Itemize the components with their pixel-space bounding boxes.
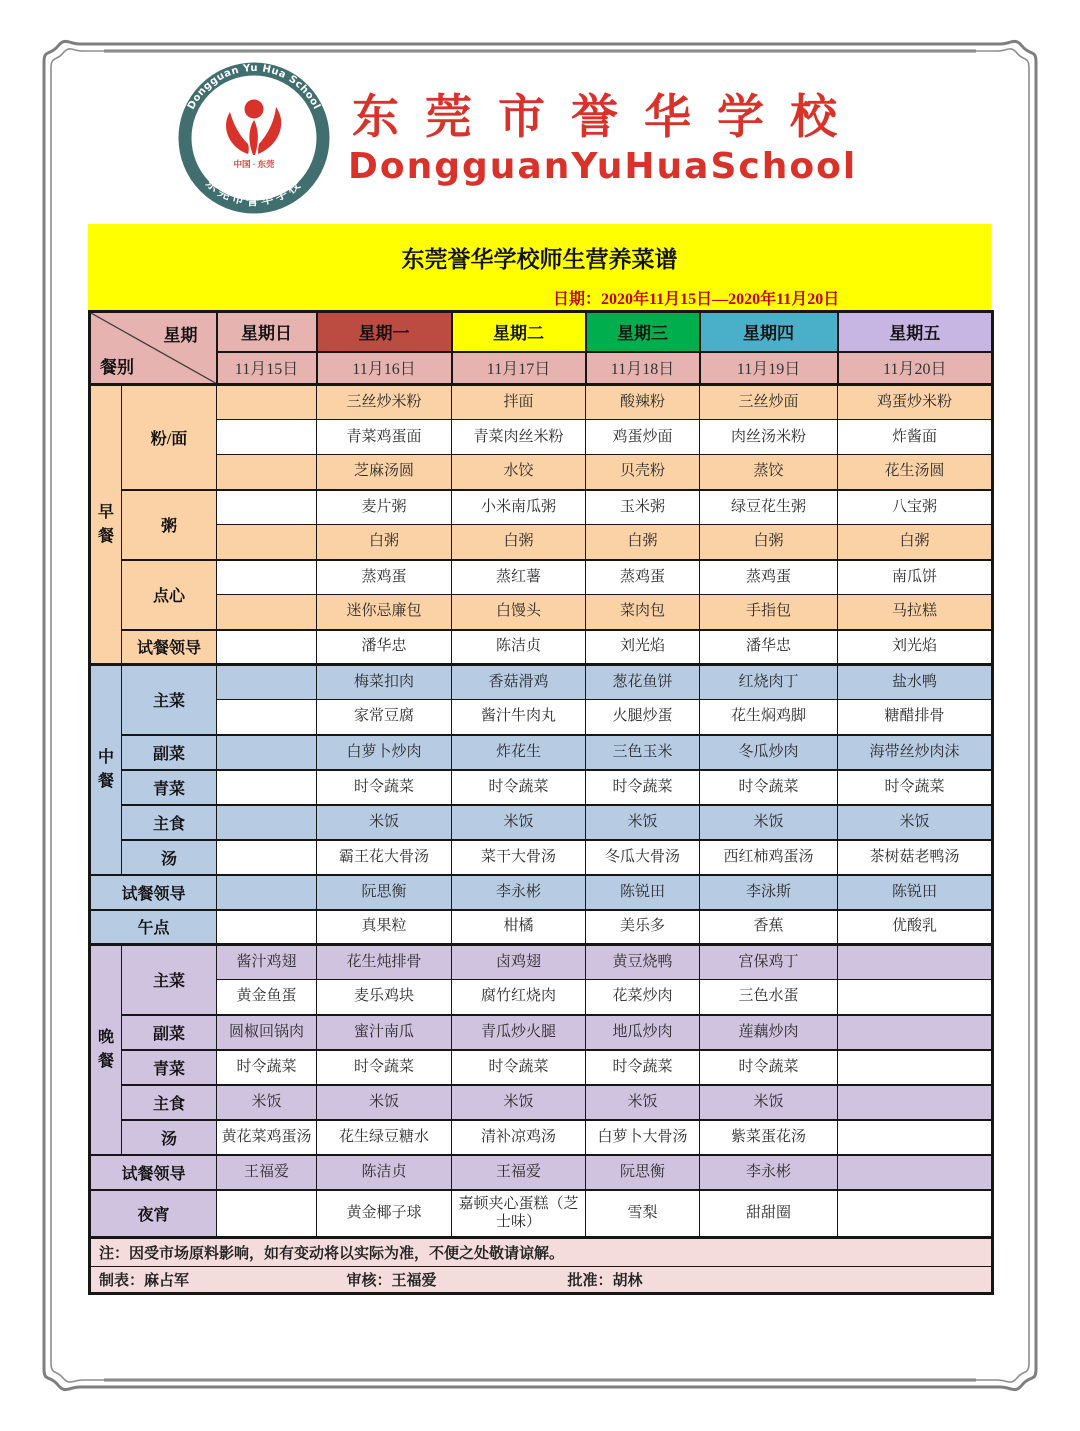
menu-cell: 鸡蛋炒面 xyxy=(586,420,700,455)
menu-cell: 家常豆腐 xyxy=(317,700,452,735)
menu-cell: 三色玉米 xyxy=(586,735,700,770)
menu-cell: 鸡蛋炒米粉 xyxy=(838,385,993,420)
menu-cell: 白萝卜大骨汤 xyxy=(586,1120,700,1155)
menu-cell xyxy=(217,665,317,700)
menu-cell: 甜甜圈 xyxy=(700,1190,838,1238)
menu-cell xyxy=(217,595,317,630)
menu-cell: 三色水蛋 xyxy=(700,980,838,1015)
category-label: 午点 xyxy=(90,910,217,945)
menu-cell: 时令蔬菜 xyxy=(838,770,993,805)
menu-cell: 青菜肉丝米粉 xyxy=(452,420,586,455)
menu-cell: 菜肉包 xyxy=(586,595,700,630)
date-cell: 11月18日 xyxy=(586,352,700,385)
menu-cell: 腐竹红烧肉 xyxy=(452,980,586,1015)
menu-cell: 香菇滑鸡 xyxy=(452,665,586,700)
menu-cell: 柑橘 xyxy=(452,910,586,945)
category-label: 主食 xyxy=(122,805,217,840)
menu-cell: 时令蔬菜 xyxy=(452,1050,586,1085)
menu-cell: 白粥 xyxy=(838,525,993,560)
menu-cell: 麦乐鸡块 xyxy=(317,980,452,1015)
category-label: 粥 xyxy=(122,490,217,560)
menu-cell: 米饭 xyxy=(586,1085,700,1120)
menu-cell: 米饭 xyxy=(838,805,993,840)
menu-cell: 时令蔬菜 xyxy=(317,770,452,805)
menu-cell: 黄豆烧鸭 xyxy=(586,945,700,980)
category-label: 主菜 xyxy=(122,665,217,735)
menu-cell xyxy=(217,490,317,525)
menu-cell: 炸酱面 xyxy=(838,420,993,455)
menu-cell: 红烧肉丁 xyxy=(700,665,838,700)
menu-cell: 花菜炒肉 xyxy=(586,980,700,1015)
category-label: 副菜 xyxy=(122,1015,217,1050)
category-label: 主食 xyxy=(122,1085,217,1120)
logo-center-text: 中国 · 东莞 xyxy=(233,159,275,169)
menu-cell: 米饭 xyxy=(700,805,838,840)
menu-cell: 糖醋排骨 xyxy=(838,700,993,735)
menu-cell: 时令蔬菜 xyxy=(452,770,586,805)
menu-cell: 时令蔬菜 xyxy=(700,770,838,805)
menu-cell: 蒸鸡蛋 xyxy=(700,560,838,595)
corner-header-cell xyxy=(90,312,217,385)
menu-cell: 白馒头 xyxy=(452,595,586,630)
menu-cell: 米饭 xyxy=(452,1085,586,1120)
category-label: 汤 xyxy=(122,840,217,875)
menu-cell: 李泳斯 xyxy=(700,875,838,910)
menu-cell: 米饭 xyxy=(586,805,700,840)
menu-cell xyxy=(838,1085,993,1120)
menu-cell: 真果粒 xyxy=(317,910,452,945)
menu-cell: 米饭 xyxy=(452,805,586,840)
menu-cell: 陈锐田 xyxy=(838,875,993,910)
menu-cell xyxy=(217,630,317,665)
menu-cell xyxy=(838,945,993,980)
category-label: 青菜 xyxy=(122,1050,217,1085)
day-header: 星期三 xyxy=(586,312,700,352)
date-cell: 11月15日 xyxy=(217,352,317,385)
menu-cell xyxy=(217,420,317,455)
menu-cell xyxy=(217,525,317,560)
menu-cell: 梅菜扣肉 xyxy=(317,665,452,700)
menu-cell xyxy=(217,700,317,735)
menu-cell: 花生炖排骨 xyxy=(317,945,452,980)
menu-cell: 白萝卜炒肉 xyxy=(317,735,452,770)
menu-cell: 宫保鸡丁 xyxy=(700,945,838,980)
menu-cell: 李永彬 xyxy=(700,1155,838,1190)
menu-cell: 酱汁鸡翅 xyxy=(217,945,317,980)
menu-cell: 嘉顿夹心蛋糕（芝士味） xyxy=(452,1190,586,1238)
menu-cell: 火腿炒蛋 xyxy=(586,700,700,735)
menu-cell: 酱汁牛肉丸 xyxy=(452,700,586,735)
menu-cell: 霸王花大骨汤 xyxy=(317,840,452,875)
title-bar xyxy=(88,224,991,310)
menu-cell: 米饭 xyxy=(317,805,452,840)
logo-arc-bottom-text: 东莞市誉华学校 xyxy=(203,175,305,208)
menu-cell: 刘光焰 xyxy=(838,630,993,665)
day-header: 星期一 xyxy=(317,312,452,352)
menu-cell xyxy=(217,560,317,595)
date-range: 日期：2020年11月15日—2020年11月20日 xyxy=(553,291,840,308)
menu-cell: 陈锐田 xyxy=(586,875,700,910)
menu-cell: 绿豆花生粥 xyxy=(700,490,838,525)
category-label: 副菜 xyxy=(122,735,217,770)
menu-cell: 蒸鸡蛋 xyxy=(586,560,700,595)
menu-cell xyxy=(838,980,993,1015)
menu-cell xyxy=(217,805,317,840)
menu-cell: 米饭 xyxy=(317,1085,452,1120)
page-title: 东莞誉华学校师生营养菜谱 xyxy=(401,247,678,272)
menu-cell: 三丝炒面 xyxy=(700,385,838,420)
menu-cell: 时令蔬菜 xyxy=(586,770,700,805)
menu-cell: 香蕉 xyxy=(700,910,838,945)
menu-cell: 菜干大骨汤 xyxy=(452,840,586,875)
menu-cell: 酸辣粉 xyxy=(586,385,700,420)
menu-cell: 芝麻汤圆 xyxy=(317,455,452,490)
menu-cell xyxy=(217,455,317,490)
menu-cell: 黄金鱼蛋 xyxy=(217,980,317,1015)
menu-cell: 时令蔬菜 xyxy=(586,1050,700,1085)
menu-cell: 雪梨 xyxy=(586,1190,700,1238)
day-header: 星期四 xyxy=(700,312,838,352)
menu-cell xyxy=(217,910,317,945)
menu-cell: 拌面 xyxy=(452,385,586,420)
menu-cell: 蒸鸡蛋 xyxy=(317,560,452,595)
menu-cell: 时令蔬菜 xyxy=(700,1050,838,1085)
menu-cell xyxy=(217,840,317,875)
menu-cell: 美乐多 xyxy=(586,910,700,945)
school-name-cn: 东莞市誉华学校 xyxy=(352,92,863,144)
category-label: 试餐领导 xyxy=(90,1155,217,1190)
category-label: 试餐领导 xyxy=(90,875,217,910)
prepared-by: 制表：麻占军 xyxy=(99,1273,190,1289)
menu-cell: 蜜汁南瓜 xyxy=(317,1015,452,1050)
menu-cell: 清补凉鸡汤 xyxy=(452,1120,586,1155)
school-name-en: DongguanYuHuaSchool xyxy=(348,146,858,187)
meal-label: 晚餐 xyxy=(90,945,122,1155)
menu-cell: 米饭 xyxy=(700,1085,838,1120)
menu-cell: 米饭 xyxy=(217,1085,317,1120)
menu-cell: 阮思衡 xyxy=(317,875,452,910)
menu-cell: 白粥 xyxy=(317,525,452,560)
date-cell: 11月16日 xyxy=(317,352,452,385)
date-cell: 11月17日 xyxy=(452,352,586,385)
menu-cell: 海带丝炒肉沫 xyxy=(838,735,993,770)
category-label: 点心 xyxy=(122,560,217,630)
menu-cell: 白粥 xyxy=(452,525,586,560)
school-logo xyxy=(178,62,330,214)
menu-table-wrap xyxy=(88,310,991,1295)
category-label: 夜宵 xyxy=(90,1190,217,1238)
menu-cell: 优酸乳 xyxy=(838,910,993,945)
menu-table xyxy=(88,310,994,1295)
menu-cell: 青瓜炒火腿 xyxy=(452,1015,586,1050)
reviewed-by: 审核：王福爱 xyxy=(346,1273,437,1289)
menu-cell: 青菜鸡蛋面 xyxy=(317,420,452,455)
menu-cell: 肉丝汤米粉 xyxy=(700,420,838,455)
logo-arc-top-text: Dongguan Yu Hua School xyxy=(185,62,323,112)
corner-label-meal: 餐别 xyxy=(100,358,134,377)
menu-cell: 茶树菇老鸭汤 xyxy=(838,840,993,875)
menu-cell: 圆椒回锅肉 xyxy=(217,1015,317,1050)
category-label: 主菜 xyxy=(122,945,217,1015)
menu-cell: 莲藕炒肉 xyxy=(700,1015,838,1050)
signature-row xyxy=(90,1267,993,1294)
menu-cell: 陈洁贞 xyxy=(317,1155,452,1190)
menu-cell: 时令蔬菜 xyxy=(217,1050,317,1085)
menu-cell: 贝壳粉 xyxy=(586,455,700,490)
menu-cell: 卤鸡翅 xyxy=(452,945,586,980)
category-label: 汤 xyxy=(122,1120,217,1155)
menu-cell: 冬瓜炒肉 xyxy=(700,735,838,770)
meal-label: 中餐 xyxy=(90,665,122,875)
menu-cell: 潘华忠 xyxy=(700,630,838,665)
menu-cell: 黄金椰子球 xyxy=(317,1190,452,1238)
category-label: 试餐领导 xyxy=(122,630,217,665)
menu-cell: 手指包 xyxy=(700,595,838,630)
menu-cell: 蒸饺 xyxy=(700,455,838,490)
menu-cell: 紫菜蛋花汤 xyxy=(700,1120,838,1155)
note-row: 注：因受市场原料影响，如有变动将以实际为准，不便之处敬请谅解。 xyxy=(90,1238,993,1267)
category-label: 青菜 xyxy=(122,770,217,805)
menu-cell: 陈洁贞 xyxy=(452,630,586,665)
date-cell: 11月19日 xyxy=(700,352,838,385)
menu-cell: 麦片粥 xyxy=(317,490,452,525)
menu-cell: 白粥 xyxy=(586,525,700,560)
menu-cell: 王福爱 xyxy=(452,1155,586,1190)
menu-cell: 李永彬 xyxy=(452,875,586,910)
menu-cell: 花生绿豆糖水 xyxy=(317,1120,452,1155)
menu-cell: 地瓜炒肉 xyxy=(586,1015,700,1050)
corner-label-week: 星期 xyxy=(163,326,198,345)
category-label: 粉/面 xyxy=(122,385,217,490)
day-header: 星期五 xyxy=(838,312,993,352)
menu-cell: 南瓜饼 xyxy=(838,560,993,595)
menu-cell: 小米南瓜粥 xyxy=(452,490,586,525)
day-header: 星期日 xyxy=(217,312,317,352)
menu-cell xyxy=(838,1050,993,1085)
date-cell: 11月20日 xyxy=(838,352,993,385)
menu-cell: 迷你忌廉包 xyxy=(317,595,452,630)
menu-cell: 炸花生 xyxy=(452,735,586,770)
menu-cell xyxy=(217,770,317,805)
menu-cell: 时令蔬菜 xyxy=(317,1050,452,1085)
menu-cell xyxy=(217,875,317,910)
menu-cell xyxy=(838,1120,993,1155)
approved-by: 批准：胡林 xyxy=(567,1273,643,1289)
menu-cell: 盐水鸭 xyxy=(838,665,993,700)
menu-cell: 蒸红薯 xyxy=(452,560,586,595)
menu-cell: 玉米粥 xyxy=(586,490,700,525)
menu-cell: 马拉糕 xyxy=(838,595,993,630)
menu-cell: 水饺 xyxy=(452,455,586,490)
menu-cell xyxy=(838,1015,993,1050)
menu-cell: 八宝粥 xyxy=(838,490,993,525)
menu-cell: 西红柿鸡蛋汤 xyxy=(700,840,838,875)
menu-cell xyxy=(217,385,317,420)
menu-cell: 刘光焰 xyxy=(586,630,700,665)
menu-cell: 冬瓜大骨汤 xyxy=(586,840,700,875)
menu-cell: 葱花鱼饼 xyxy=(586,665,700,700)
menu-cell: 潘华忠 xyxy=(317,630,452,665)
menu-cell: 花生焖鸡脚 xyxy=(700,700,838,735)
menu-cell: 白粥 xyxy=(700,525,838,560)
menu-cell: 花生汤圆 xyxy=(838,455,993,490)
day-header: 星期二 xyxy=(452,312,586,352)
menu-cell xyxy=(838,1190,993,1238)
menu-cell: 三丝炒米粉 xyxy=(317,385,452,420)
menu-cell: 王福爱 xyxy=(217,1155,317,1190)
menu-cell: 阮思衡 xyxy=(586,1155,700,1190)
menu-cell xyxy=(217,735,317,770)
meal-label: 早餐 xyxy=(90,385,122,665)
menu-cell xyxy=(838,1155,993,1190)
menu-cell xyxy=(217,1190,317,1238)
menu-cell: 黄花菜鸡蛋汤 xyxy=(217,1120,317,1155)
